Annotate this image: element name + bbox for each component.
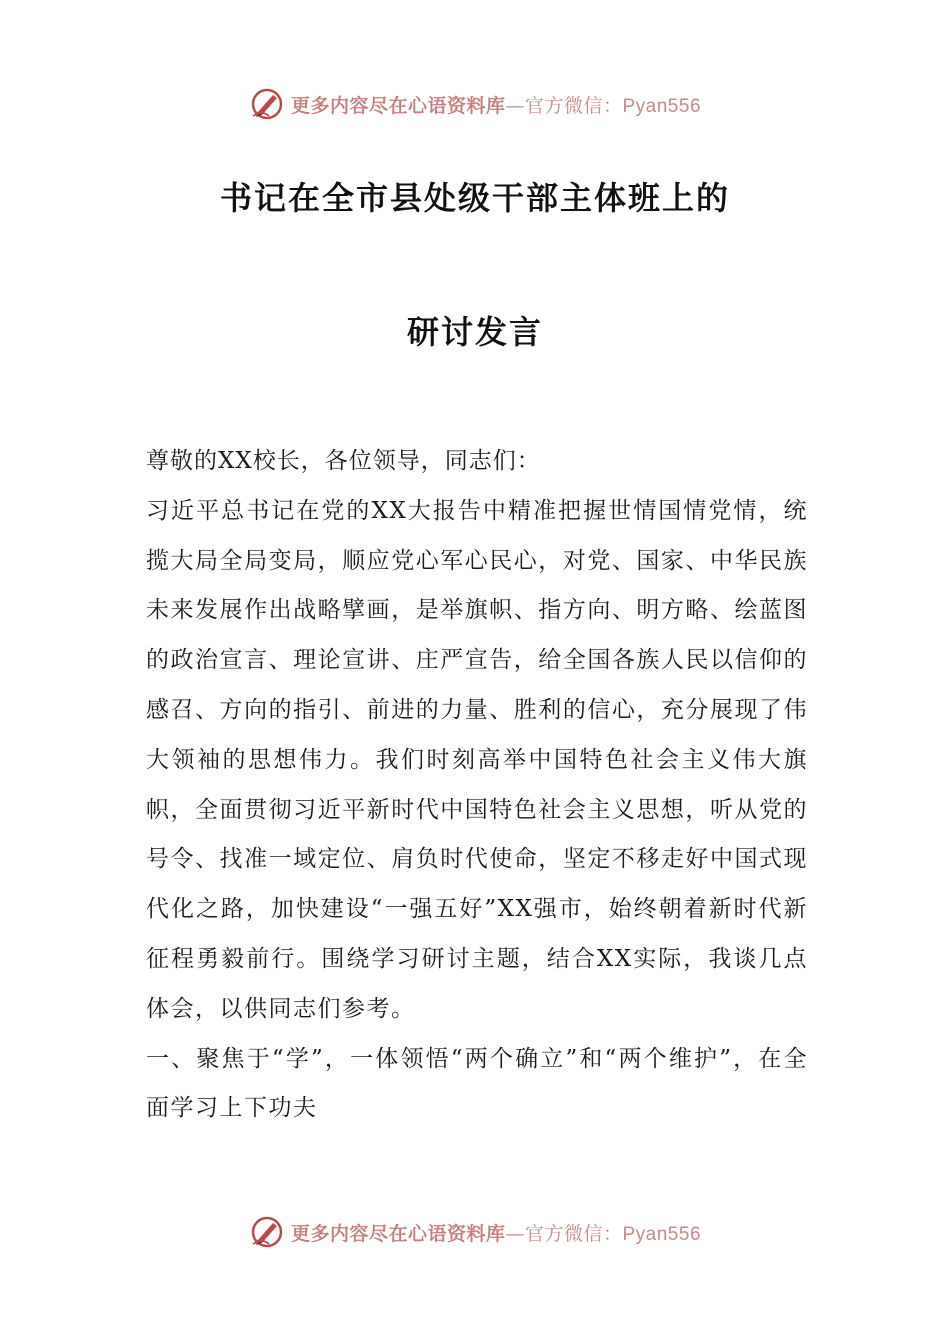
watermark-wechat-id: Pyan556 [622,1223,702,1245]
watermark-text [291,1219,701,1246]
salutation: 尊敬的XX校长，各位领导，同志们： [146,448,541,474]
watermark-label: 官方微信： [524,94,623,117]
body-paragraph-1: 习近平总书记在党的XX大报告中精准把握世情国情党情，统揽大局全局变局，顺应党心军心民心，对党、国家、中华民族未来发展作出战略擘画，是举旗帜、指方向、明方略、绘蓝图的政治宣言、理论宣讲、庄严宣告，给全国各族人民以信仰的感召、方向的指引、前进的力量、胜利的信心，充分展现了伟大领袖的思想伟力。我们时刻高举中国特色社会主义伟大旗帜，全面贯彻习近平新时代中国特色社会主义思想，听从党的号令、找准一域定位、肩负时代使命，坚定不移走好中国式现代化之路，加快建设“一强五好”XX强市，始终朝着新时代新征程勇毅前行。围绕学习研讨主题，结合XX实际，我谈几点体会，以供同志们参考。 [146,497,808,1022]
watermark-separator: — [505,94,525,117]
footer-watermark [0,1212,950,1252]
document-title-line-1: 书记在全市县处级干部主体班上的 [219,179,730,217]
watermark-text [291,91,701,118]
pen-logo-icon [249,1214,285,1250]
watermark-separator: — [505,1222,525,1245]
watermark-brand: 更多内容尽在心语资料库 [290,94,506,117]
section-heading-1: 一、聚焦于“学”，一体领悟“两个确立”和“两个维护”，在全面学习上下功夫 [146,1045,808,1122]
document-body [146,437,808,1134]
document-title-line-2: 研讨发言 [406,313,543,351]
header-watermark [0,84,950,124]
watermark-brand: 更多内容尽在心语资料库 [290,1222,506,1245]
watermark-label: 官方微信： [524,1222,623,1245]
pen-logo-icon [249,86,285,122]
watermark-wechat-id: Pyan556 [622,95,702,117]
